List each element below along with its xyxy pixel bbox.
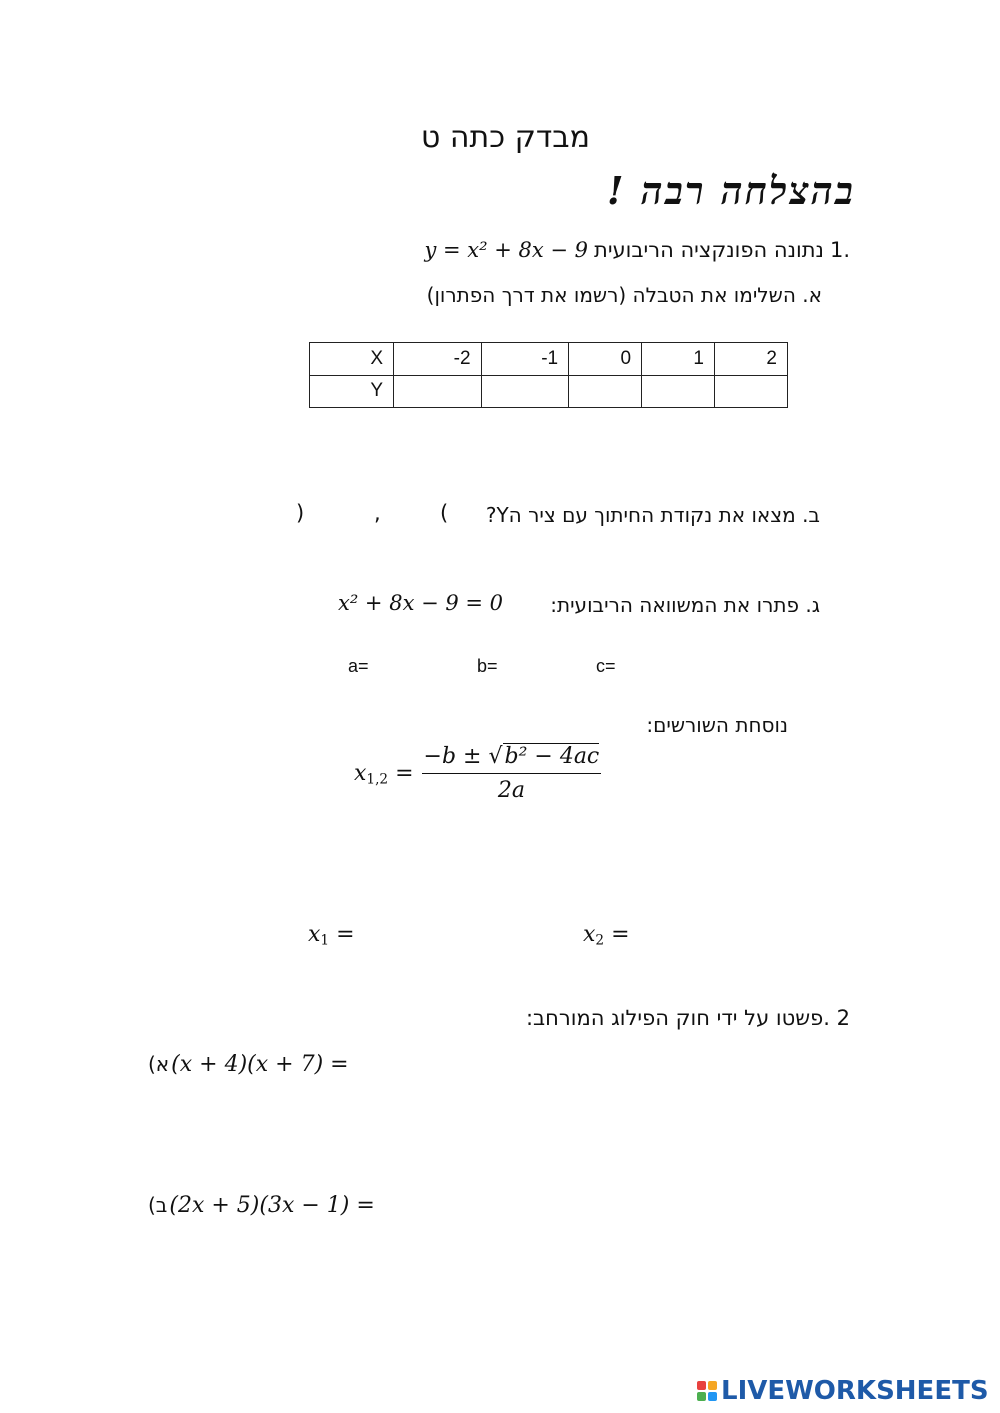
liveworksheets-logo-icon bbox=[697, 1381, 717, 1401]
question-1-part-b: ב. מצאו את נקודת החיתוך עם ציר הY? bbox=[485, 503, 820, 527]
part-b-expression: (2x + 5)(3x − 1) = bbox=[169, 1193, 375, 1218]
question-1-number: 1. bbox=[829, 238, 850, 262]
question-2-text: 2 .פשטו על ידי חוק הפילוג המורחב: bbox=[525, 1006, 850, 1030]
part-a-expression: (x + 4)(x + 7) = bbox=[171, 1052, 349, 1077]
question-1-intro bbox=[424, 238, 850, 262]
intercept-comma: , bbox=[374, 501, 381, 525]
liveworksheets-logo-text: LIVEWORKSHEETS bbox=[721, 1376, 989, 1406]
y-answer-cell[interactable] bbox=[569, 375, 642, 408]
intercept-open-paren: ( bbox=[440, 501, 449, 525]
root-x1-label: $x_1$ = bbox=[308, 922, 355, 949]
x-value-cell: 0 bbox=[569, 343, 642, 376]
question-1-function: y = x² + 8x − 9 bbox=[424, 238, 589, 262]
y-answer-cell[interactable] bbox=[394, 375, 482, 408]
x-header-cell: X bbox=[310, 343, 394, 376]
question-2-part-b bbox=[148, 1193, 375, 1218]
page-title: מבדק כתה ט bbox=[420, 120, 590, 155]
table-row-y bbox=[310, 375, 788, 408]
x-value-cell: -1 bbox=[481, 343, 569, 376]
formula-numerator: −b ± √b² − 4ac bbox=[422, 744, 602, 774]
formula-lhs: $x_{1,2}$ = bbox=[354, 761, 414, 788]
part-b-label: ב) bbox=[148, 1193, 168, 1217]
coefficient-a-label: a= bbox=[348, 656, 369, 676]
question-2-part-a bbox=[148, 1052, 349, 1077]
good-luck-subtitle: בהצלחה רבה ! bbox=[606, 168, 855, 213]
coefficient-b-label: b= bbox=[477, 656, 498, 676]
part-a-label: א) bbox=[148, 1052, 170, 1076]
x-value-cell: 1 bbox=[642, 343, 715, 376]
y-answer-cell[interactable] bbox=[642, 375, 715, 408]
quadratic-equation: x² + 8x − 9 = 0 bbox=[338, 591, 504, 615]
question-1-text: נתונה הפונקציה הריבועית bbox=[594, 238, 824, 262]
formula-denominator: 2a bbox=[497, 778, 525, 803]
formula-fraction bbox=[422, 744, 602, 803]
quadratic-formula bbox=[354, 744, 601, 803]
y-answer-cell[interactable] bbox=[715, 375, 788, 408]
xy-value-table bbox=[309, 342, 788, 408]
y-header-cell: Y bbox=[310, 375, 394, 408]
table-row-x bbox=[310, 343, 788, 376]
intercept-close-paren: ) bbox=[296, 501, 305, 525]
liveworksheets-logo bbox=[697, 1376, 989, 1406]
x-value-cell: 2 bbox=[715, 343, 788, 376]
x-value-cell: -2 bbox=[394, 343, 482, 376]
y-answer-cell[interactable] bbox=[481, 375, 569, 408]
question-1-part-c: ג. פתרו את המשוואה הריבועית: bbox=[550, 593, 820, 617]
roots-formula-label: נוסחת השורשים: bbox=[646, 713, 788, 737]
question-1-part-a: א. השלימו את הטבלה (רשמו את דרך הפתרון) bbox=[426, 283, 822, 307]
coefficient-c-label: c= bbox=[596, 656, 616, 676]
formula-radicand: b² − 4ac bbox=[504, 744, 600, 769]
root-x2-label: $x_2$ = bbox=[583, 922, 630, 949]
